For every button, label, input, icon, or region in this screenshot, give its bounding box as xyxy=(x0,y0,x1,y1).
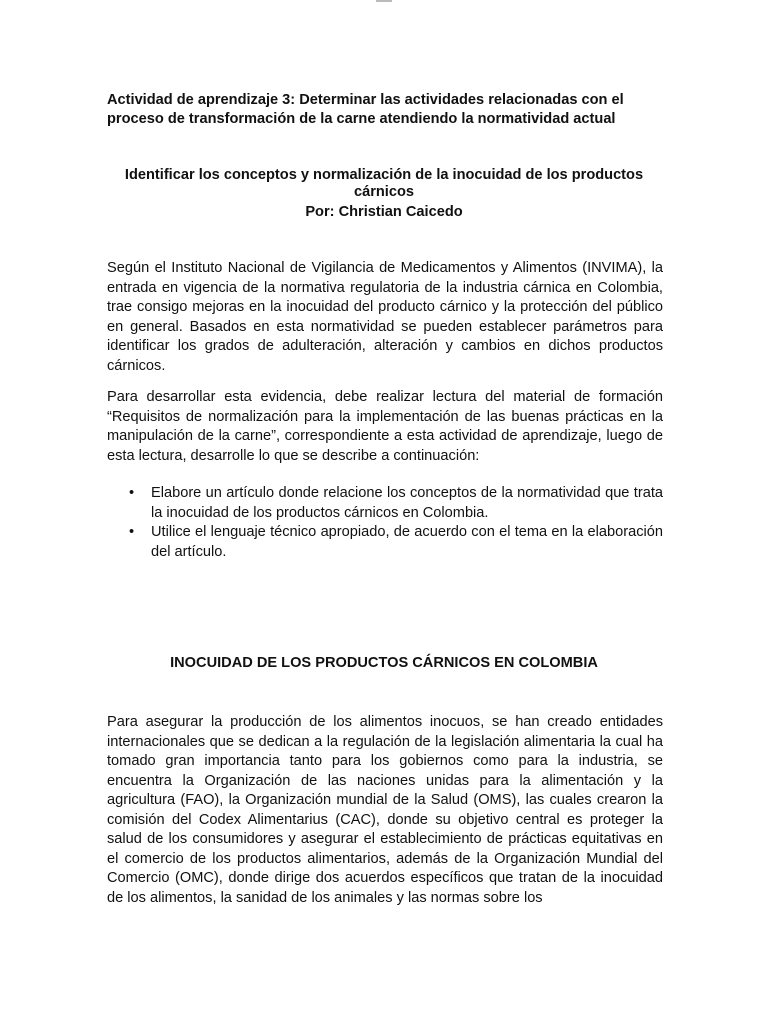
body-paragraph: Para asegurar la producción de los alimentos inocuos, se han creado entidades internacionales que se dedican a la regulación de la legislación alimentaria la cual ha tomado gran importancia tanto para los gobiernos como para la industria, se encuentra la Organización de las naciones unidas para la alimentación y la agricultura (FAO), la Organización mundial de la Salud (OMS), las cuales crearon la comisión del Codex Alimentarius (CAC), donde su objetivo central es proteger la salud de los consumidores y asegurar el establecimiento de prácticas equitativas en el comercio de los productos alimentarios, además de la Organización Mundial del Comercio (OMC), donde dirige dos acuerdos específicos que tratan de la inocuidad de los alimentos, la sanidad de los animales y las normas sobre los xyxy=(107,714,663,906)
bullet-icon: • xyxy=(129,524,135,540)
list-item xyxy=(107,484,663,523)
document-subtitle: Identificar los conceptos y normalización de la inocuidad de los productos cárnicos xyxy=(124,167,644,200)
section-heading: INOCUIDAD DE LOS PRODUCTOS CÁRNICOS EN COLOMBIA xyxy=(170,655,598,671)
list-item xyxy=(107,523,663,562)
activity-title: Actividad de aprendizaje 3: Determinar las actividades relacionadas con el proceso de transformación de la carne atendiendo la normatividad actual xyxy=(107,92,624,127)
document-author: Por: Christian Caicedo xyxy=(305,204,463,220)
list-item-text: Elabore un artículo donde relacione los conceptos de la normatividad que trata la inocuidad de los productos cárnicos en Colombia. xyxy=(151,485,663,521)
intro-paragraph: Según el Instituto Nacional de Vigilancia de Medicamentos y Alimentos (INVIMA), la entrada en vigencia de la normativa regulatoria de la industria cárnica en Colombia, trae consigo mejoras en la inocuidad del producto cárnico y la protección del público en general. Basados en esta normatividad se pueden establecer parámetros para identificar los grados de adulteración, alteración y cambios en dichos productos cárnicos. xyxy=(107,260,663,374)
instructions-paragraph: Para desarrollar esta evidencia, debe realizar lectura del material de formación “Requisitos de normalización para la implementación de las buenas prácticas en la manipulación de la carne”, correspondiente a esta actividad de aprendizaje, luego de esta lectura, desarrolle lo que se describe a continuación: xyxy=(107,389,663,464)
instructions-list xyxy=(107,484,663,562)
bullet-icon: • xyxy=(129,485,135,501)
page-top-mark xyxy=(376,0,392,2)
list-item-text: Utilice el lenguaje técnico apropiado, de acuerdo con el tema en la elaboración del artículo. xyxy=(151,524,663,560)
